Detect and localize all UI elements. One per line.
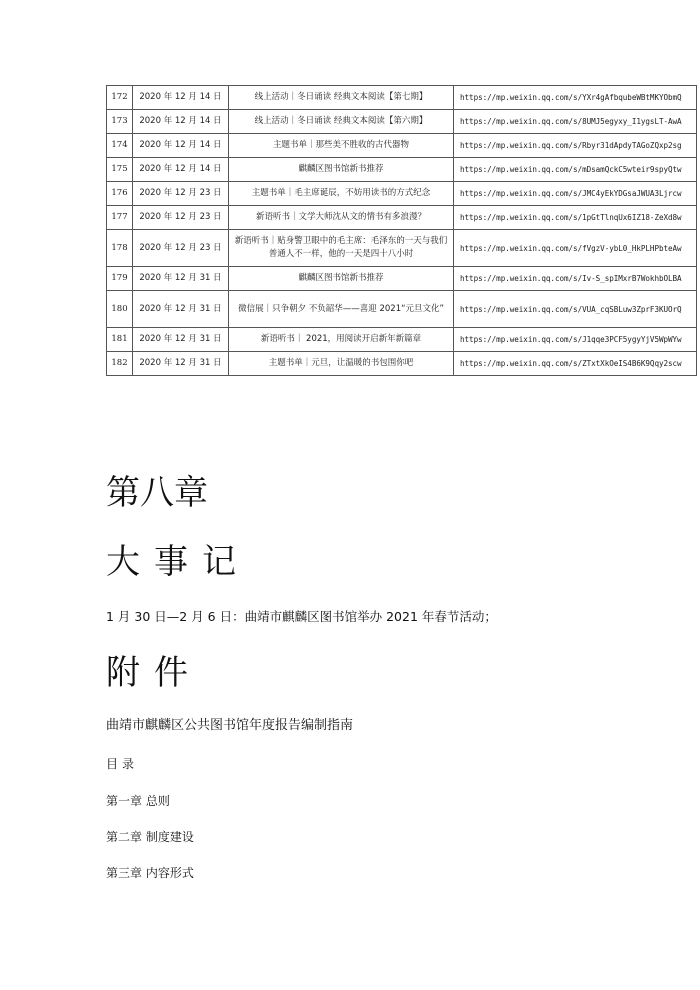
chapter-heading: 第八章 bbox=[106, 473, 208, 513]
table-row bbox=[107, 134, 697, 158]
row-date: 2020 年 12 月 31 日 bbox=[133, 328, 229, 352]
row-url[interactable]: https://mp.weixin.qq.com/s/VUA_cqSBLuw3ZprF3KUOrQ bbox=[454, 291, 697, 328]
row-date: 2020 年 12 月 31 日 bbox=[133, 267, 229, 291]
row-title: 新语听书｜文学大师沈从文的情书有多浪漫？ bbox=[229, 206, 454, 230]
row-title: 主题书单｜毛主席诞辰，不妨用读书的方式纪念 bbox=[229, 182, 454, 206]
table-row bbox=[107, 352, 697, 376]
table-row bbox=[107, 158, 697, 182]
wechat-articles-table bbox=[106, 85, 697, 376]
row-date: 2020 年 12 月 31 日 bbox=[133, 352, 229, 376]
event-entry: 1 月 30 日—2 月 6 日：曲靖市麒麟区图书馆举办 2021 年春节活动； bbox=[106, 609, 497, 624]
row-number: 175 bbox=[107, 158, 133, 182]
row-number: 173 bbox=[107, 110, 133, 134]
row-number: 172 bbox=[107, 86, 133, 110]
row-url[interactable]: https://mp.weixin.qq.com/s/1pGtTlnqUx6IZ18-ZeXd8w bbox=[454, 206, 697, 230]
table-row bbox=[107, 291, 697, 328]
row-number: 182 bbox=[107, 352, 133, 376]
toc-label: 目录 bbox=[106, 757, 139, 771]
row-url[interactable]: https://mp.weixin.qq.com/s/JMC4yEkYDGsaJWUA3Ljrcw bbox=[454, 182, 697, 206]
guide-title: 曲靖市麒麟区公共图书馆年度报告编制指南 bbox=[106, 718, 354, 733]
row-date: 2020 年 12 月 23 日 bbox=[133, 182, 229, 206]
row-url[interactable]: https://mp.weixin.qq.com/s/ZTxtXkOeIS4B6K9Qqy2scw bbox=[454, 352, 697, 376]
table-row bbox=[107, 328, 697, 352]
row-date: 2020 年 12 月 14 日 bbox=[133, 86, 229, 110]
row-url[interactable]: https://mp.weixin.qq.com/s/fVgzV-ybL0_HkPLHPbteAw bbox=[454, 230, 697, 267]
table-row bbox=[107, 206, 697, 230]
row-date: 2020 年 12 月 23 日 bbox=[133, 230, 229, 267]
row-url[interactable]: https://mp.weixin.qq.com/s/J1qqe3PCF5ygyYjV5WpWYw bbox=[454, 328, 697, 352]
toc-item-chapter-2: 第二章 制度建设 bbox=[106, 830, 194, 844]
row-number: 176 bbox=[107, 182, 133, 206]
row-url[interactable]: https://mp.weixin.qq.com/s/mDsamQckC5wteir9spyQtw bbox=[454, 158, 697, 182]
annex-heading: 附件 bbox=[106, 653, 202, 693]
row-date: 2020 年 12 月 14 日 bbox=[133, 134, 229, 158]
table-row bbox=[107, 110, 697, 134]
row-title: 新语听书｜ 2021，用阅读开启新年新篇章 bbox=[229, 328, 454, 352]
table-row bbox=[107, 267, 697, 291]
row-title: 线上活动｜冬日诵读 经典文本阅读【第七期】 bbox=[229, 86, 454, 110]
row-date: 2020 年 12 月 14 日 bbox=[133, 158, 229, 182]
row-url[interactable]: https://mp.weixin.qq.com/s/Iv-S_spIMxrB7WokhbOLBA bbox=[454, 267, 697, 291]
row-title: 麒麟区图书馆新书推荐 bbox=[229, 158, 454, 182]
row-number: 181 bbox=[107, 328, 133, 352]
row-date: 2020 年 12 月 31 日 bbox=[133, 291, 229, 328]
row-number: 174 bbox=[107, 134, 133, 158]
toc-item-chapter-3: 第三章 内容形式 bbox=[106, 866, 194, 880]
table-row bbox=[107, 182, 697, 206]
row-title: 麒麟区图书馆新书推荐 bbox=[229, 267, 454, 291]
row-url[interactable]: https://mp.weixin.qq.com/s/8UMJ5egyxy_I1ygsLT-AwA bbox=[454, 110, 697, 134]
toc-item-chapter-1: 第一章 总则 bbox=[106, 794, 170, 808]
row-url[interactable]: https://mp.weixin.qq.com/s/YXr4gAfbqubeWBtMKYObmQ bbox=[454, 86, 697, 110]
table-row bbox=[107, 86, 697, 110]
row-title: 新语听书｜贴身警卫眼中的毛主席：毛泽东的一天与我们普通人不一样，他的一天是四十八小时 bbox=[229, 230, 454, 267]
row-number: 178 bbox=[107, 230, 133, 267]
row-number: 179 bbox=[107, 267, 133, 291]
row-title: 主题书单｜那些美不胜收的古代器物 bbox=[229, 134, 454, 158]
table-row bbox=[107, 230, 697, 267]
chapter-subtitle: 大事记 bbox=[106, 542, 250, 582]
row-url[interactable]: https://mp.weixin.qq.com/s/Rbyr31dApdyTAGoZQxp2sg bbox=[454, 134, 697, 158]
row-date: 2020 年 12 月 14 日 bbox=[133, 110, 229, 134]
row-title: 微信展｜只争朝夕 不负韶华——喜迎 2021“元旦文化” bbox=[229, 291, 454, 328]
row-number: 177 bbox=[107, 206, 133, 230]
row-title: 主题书单｜元旦，让温暖的书包围你吧 bbox=[229, 352, 454, 376]
row-title: 线上活动｜冬日诵读 经典文本阅读【第六期】 bbox=[229, 110, 454, 134]
row-number: 180 bbox=[107, 291, 133, 328]
row-date: 2020 年 12 月 23 日 bbox=[133, 206, 229, 230]
